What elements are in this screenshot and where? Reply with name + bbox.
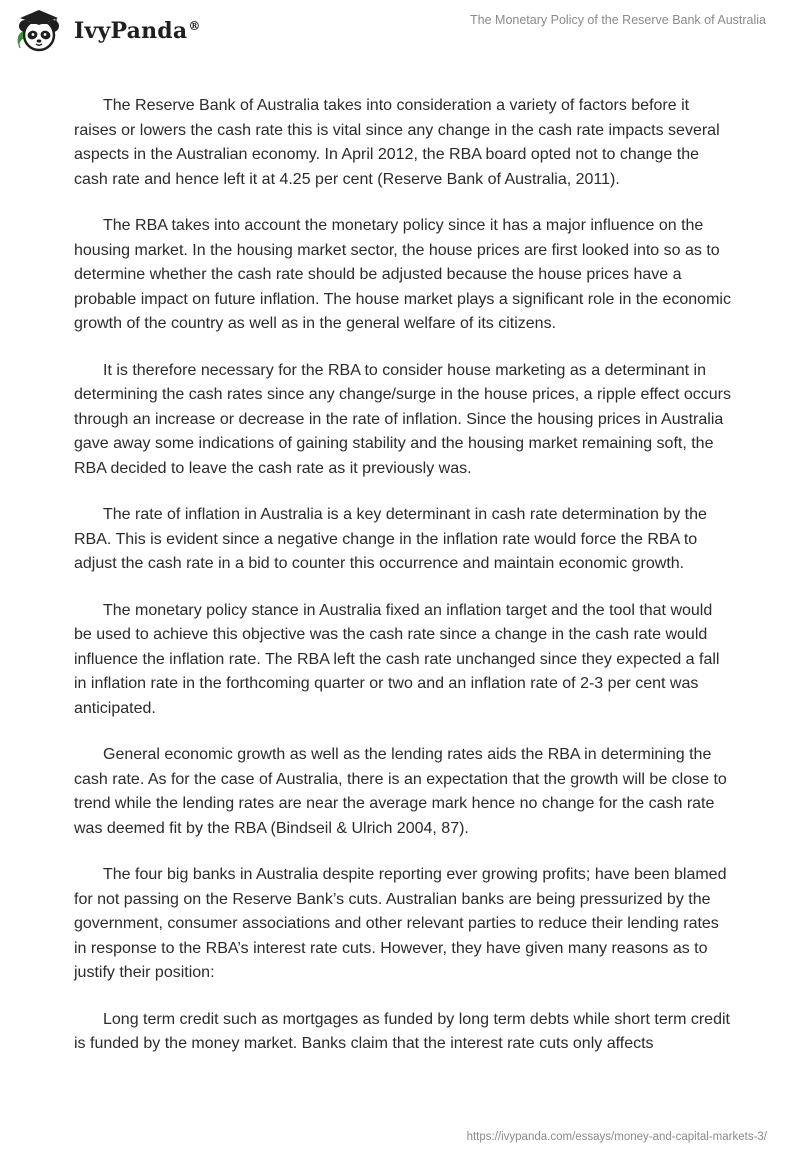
paragraph: Long term credit such as mortgages as funded by long term debts while short term credit is funded by the money market. Banks claim that the interest rate cuts only affects <box>74 1010 730 1052</box>
paragraph: The rate of inflation in Australia is a key determinant in cash rate determination by the RBA. This is evident since a negative change in the inflation rate would force the RBA to adjust the cash rate in a bid to counter this occurrence and maintain economic growth. <box>74 506 707 572</box>
paragraph: The monetary policy stance in Australia fixed an inflation target and the tool that would be used to achieve this objective was the cash rate since a change in the cash rate would influence the inflation rate. The RBA left the cash rate unchanged since they expected a fall in inflation rate in the forthcoming quarter or two and an inflation rate of 2-3 per cent was anticipated. <box>74 601 720 717</box>
registered-mark: ® <box>188 18 201 33</box>
brand-logo[interactable] <box>14 8 201 54</box>
source-url[interactable]: https://ivypanda.com/essays/money-and-capital-markets-3/ <box>466 1131 767 1143</box>
paragraph: The four big banks in Australia despite reporting ever growing profits; have been blamed for not passing on the Reserve Bank’s cuts. Australian banks are being pressurized by the government, consumer associations and other relevant parties to reduce their lending rates in response to the RBA’s interest rate cuts. However, they have given many reasons as to justify their position: <box>74 866 727 981</box>
essay-body <box>74 94 734 1079</box>
page-header <box>0 0 800 62</box>
panda-graduation-cap-icon <box>14 8 64 54</box>
paragraph: The Reserve Bank of Australia takes into consideration a variety of factors before it raises or lowers the cash rate this is vital since any change in the cash rate impacts several aspects in the Australian economy. In April 2012, the RBA board opted not to change the cash rate and hence left it at 4.25 per cent (Reserve Bank of Australia, 2011). <box>74 97 720 188</box>
paragraph: General economic growth as well as the lending rates aids the RBA in determining the cash rate. As for the case of Australia, there is an expectation that the growth will be close to trend while the lending rates are near the average mark hence no change for the cash rate was deemed fit by the RBA (Bindseil & Ulrich 2004, 87). <box>74 746 727 837</box>
document-title: The Monetary Policy of the Reserve Bank of Australia <box>470 13 766 27</box>
brand-name <box>74 18 201 44</box>
paragraph: The RBA takes into account the monetary policy since it has a major influence on the housing market. In the housing market sector, the house prices are first looked into so as to determine whether the cash rate should be adjusted because the house prices have a probable impact on future inflation. The house market plays a significant role in the economic growth of the country as well as in the general welfare of its citizens. <box>74 217 731 332</box>
brand-name-text: IvyPanda <box>74 18 188 44</box>
paragraph: It is therefore necessary for the RBA to consider house marketing as a determinant in determining the cash rates since any change/surge in the house prices, a ripple effect occurs through an increase or decrease in the rate of inflation. Since the housing prices in Australia gave away some indications of gaining stability and the housing market remaining soft, the RBA decided to leave the cash rate as it previously was. <box>74 361 731 477</box>
